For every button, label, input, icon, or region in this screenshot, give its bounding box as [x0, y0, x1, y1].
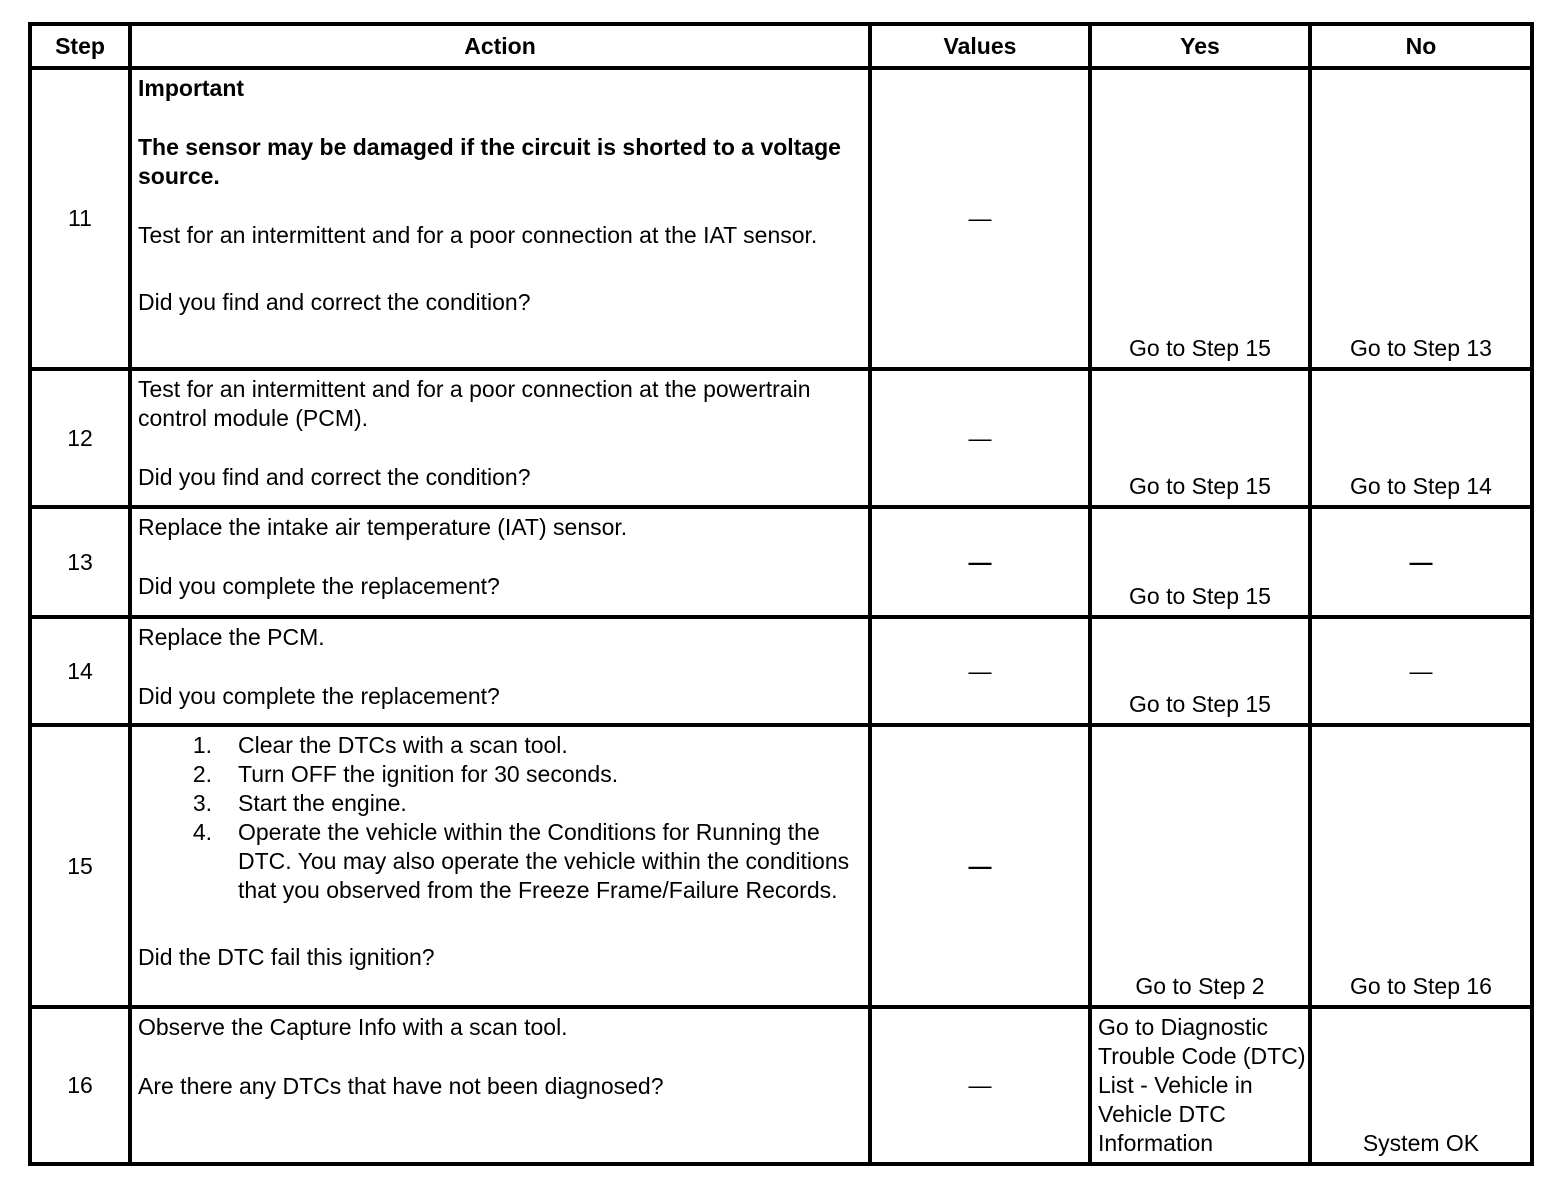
instruction-text: Replace the intake air temperature (IAT) sensor.: [138, 514, 628, 540]
table-row: [30, 369, 1532, 507]
instruction-text: Replace the PCM.: [138, 624, 325, 650]
step-number: 16: [30, 1007, 130, 1164]
step-number: 15: [30, 725, 130, 1007]
no-cell: Go to Step 16: [1310, 725, 1532, 1007]
procedure-list: [138, 731, 862, 905]
action-cell: [130, 1007, 870, 1164]
table-row: [30, 68, 1532, 369]
table-row: [30, 507, 1532, 617]
list-number: 4.: [192, 819, 212, 845]
values-cell: —: [870, 617, 1090, 725]
header-yes: Yes: [1090, 24, 1310, 68]
step-number: 12: [30, 369, 130, 507]
values-cell: —: [870, 1007, 1090, 1164]
list-item: [138, 731, 862, 760]
list-text: Operate the vehicle within the Conditions for Running the DTC. You may also operate the vehicle within the conditions that you observed from the Freeze Frame/Failure Records.: [238, 819, 850, 903]
question-text: Are there any DTCs that have not been diagnosed?: [138, 1073, 664, 1099]
table-row: [30, 617, 1532, 725]
list-number: 2.: [192, 761, 212, 787]
list-text: Turn OFF the ignition for 30 seconds.: [238, 761, 619, 787]
step-number: 13: [30, 507, 130, 617]
yes-cell: Go to Step 15: [1090, 369, 1310, 507]
list-item: [138, 760, 862, 789]
header-no: No: [1310, 24, 1532, 68]
no-cell: —: [1310, 507, 1532, 617]
action-cell: [130, 617, 870, 725]
warning-text: The sensor may be damaged if the circuit is shorted to a voltage source.: [138, 134, 841, 189]
header-values: Values: [870, 24, 1090, 68]
no-cell: —: [1310, 617, 1532, 725]
yes-cell: Go to Step 15: [1090, 617, 1310, 725]
step-number: 14: [30, 617, 130, 725]
action-cell: [130, 369, 870, 507]
question-text: Did the DTC fail this ignition?: [138, 944, 435, 970]
header-action: Action: [130, 24, 870, 68]
instruction-text: Test for an intermittent and for a poor connection at the powertrain control module (PCM).: [138, 376, 811, 431]
action-cell: [130, 68, 870, 369]
values-cell: —: [870, 725, 1090, 1007]
yes-cell: Go to Step 15: [1090, 68, 1310, 369]
instruction-text: Observe the Capture Info with a scan tool.: [138, 1014, 568, 1040]
header-step: Step: [30, 24, 130, 68]
table-row: [30, 725, 1532, 1007]
question-text: Did you complete the replacement?: [138, 683, 500, 709]
values-cell: —: [870, 68, 1090, 369]
yes-cell: Go to Step 15: [1090, 507, 1310, 617]
list-text: Start the engine.: [238, 790, 407, 816]
no-cell: Go to Step 14: [1310, 369, 1532, 507]
question-text: Did you find and correct the condition?: [138, 464, 531, 490]
table-row: [30, 1007, 1532, 1164]
instruction-text: Test for an intermittent and for a poor connection at the IAT sensor.: [138, 222, 818, 248]
question-text: Did you complete the replacement?: [138, 573, 500, 599]
yes-cell: Go to Step 2: [1090, 725, 1310, 1007]
list-number: 3.: [192, 790, 212, 816]
list-number: 1.: [192, 732, 212, 758]
diagnostic-table: [28, 22, 1534, 1166]
list-text: Clear the DTCs with a scan tool.: [238, 732, 568, 758]
no-cell: Go to Step 13: [1310, 68, 1532, 369]
no-cell: System OK: [1310, 1007, 1532, 1164]
yes-cell: Go to Diagnostic Trouble Code (DTC) List - Vehicle in Vehicle DTC Information: [1090, 1007, 1310, 1164]
values-cell: —: [870, 369, 1090, 507]
step-number: 11: [30, 68, 130, 369]
question-text: Did you find and correct the condition?: [138, 289, 531, 315]
action-cell: [130, 507, 870, 617]
list-item: [138, 818, 862, 905]
values-cell: —: [870, 507, 1090, 617]
action-cell: [130, 725, 870, 1007]
list-item: [138, 789, 862, 818]
header-row: [30, 24, 1532, 68]
important-label: Important: [138, 75, 245, 101]
